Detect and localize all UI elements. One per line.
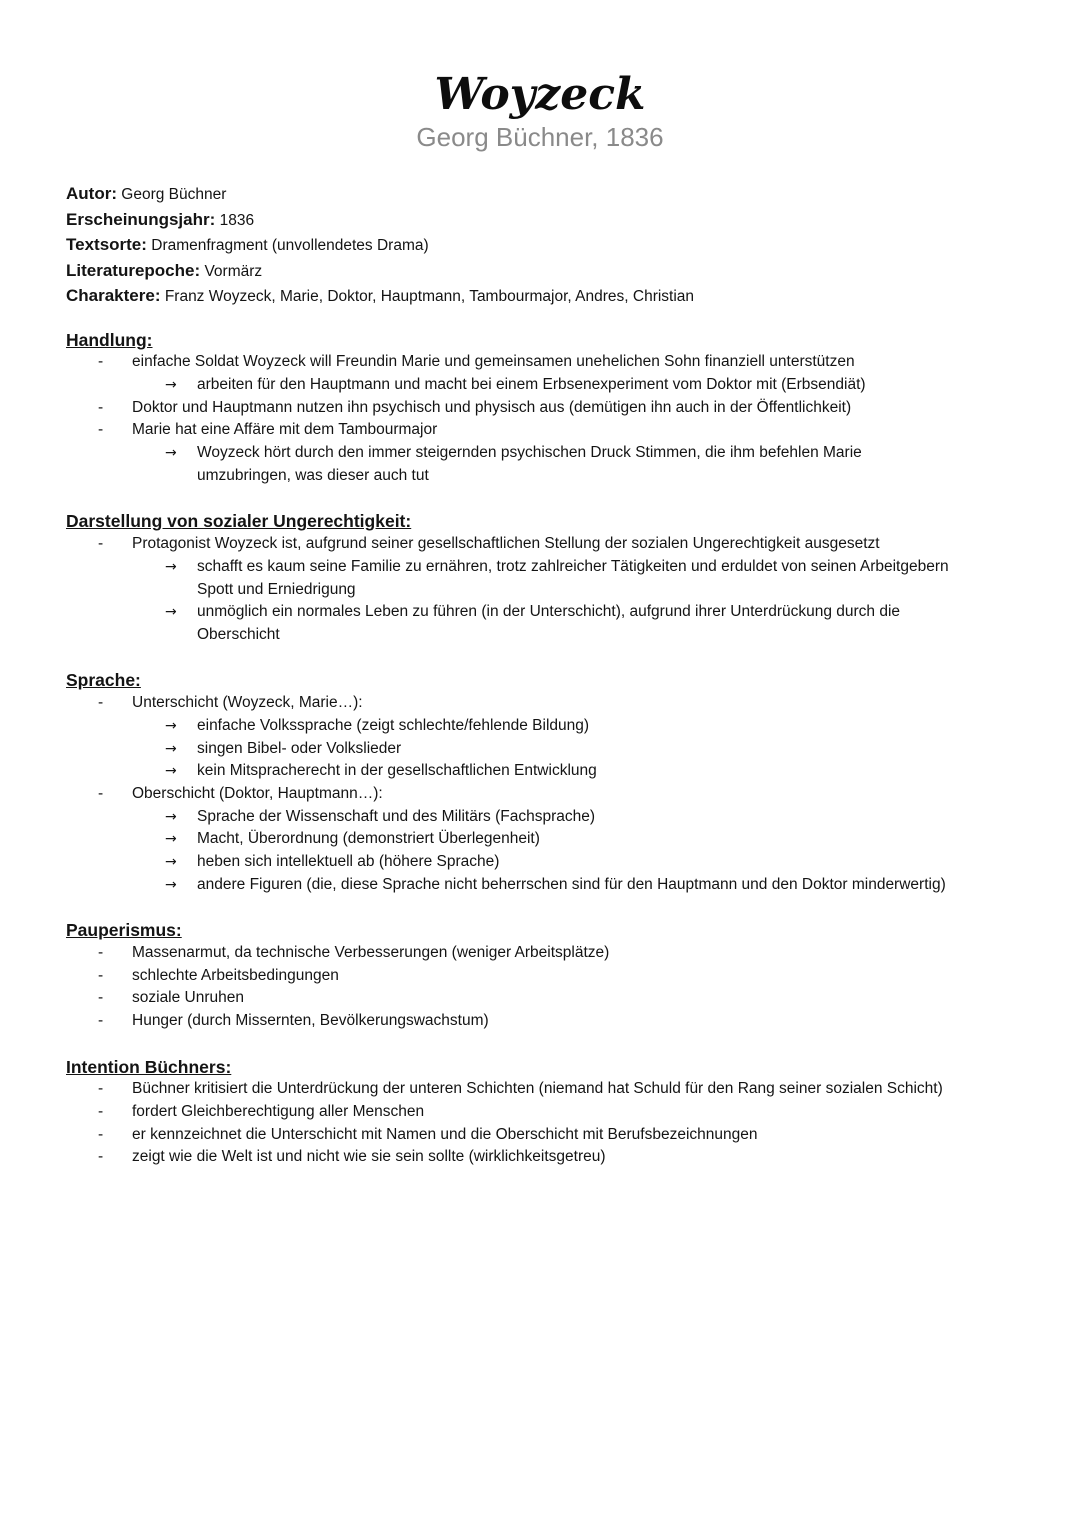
sub-item <box>66 715 1056 738</box>
sub-item <box>66 806 1056 829</box>
sub-item-line: → kein Mitspracherecht in der gesellschaftlichen Entwicklung <box>197 762 597 780</box>
sub-item-line: → arbeiten für den Hauptmann und macht bei einem Erbsenexperiment vom Doktor mit (Erbsendiät) <box>197 376 866 394</box>
sub-item <box>66 601 1056 646</box>
sub-item-line: → andere Figuren (die, diese Sprache nicht beherrschen sind für den Hauptmann und den Doktor minderwertig) <box>197 875 946 893</box>
info-value: Dramenfragment (unvollendetes Drama) <box>151 237 429 254</box>
sub-item-line: → singen Bibel- oder Volkslieder <box>197 739 402 757</box>
sub-item-line: umzubringen, was dieser auch tut <box>197 466 429 484</box>
page-title: Woyzeck <box>434 69 646 120</box>
sub-item <box>66 442 1056 487</box>
section-handlung <box>66 329 1056 488</box>
sub-item-line: → Macht, Überordnung (demonstriert Überlegenheit) <box>197 830 540 848</box>
sub-item <box>66 874 1056 897</box>
list-item <box>66 1146 1056 1169</box>
list-item <box>66 533 1056 647</box>
list-item <box>66 987 1056 1010</box>
list-item-text: - Protagonist Woyzeck ist, aufgrund seiner gesellschaftlichen Stellung der sozialen Ungerechtigkeit ausgesetzt <box>66 533 1056 556</box>
list-item <box>66 1124 1056 1147</box>
info-row-erscheinungsjahr <box>66 208 694 234</box>
list-item <box>66 965 1056 988</box>
list-item-text: - einfache Soldat Woyzeck will Freundin Marie und gemeinsamen unehelichen Sohn finanziell unterstützen <box>66 351 1056 374</box>
section-heading: Pauperismus: <box>66 920 182 941</box>
sub-item <box>66 556 1056 601</box>
list-item-text: - Doktor und Hauptmann nutzen ihn psychisch und physisch aus (demütigen ihn auch in der Öffentlichkeit) <box>66 397 1056 420</box>
info-row-literaturepoche <box>66 259 694 285</box>
sub-item-line: → Sprache der Wissenschaft und des Militärs (Fachsprache) <box>197 807 595 825</box>
info-label: Literaturepoche: <box>66 260 201 280</box>
section-pauperismus <box>66 919 1056 1033</box>
sub-item-line: → Woyzeck hört durch den immer steigernden psychischen Druck Stimmen, die ihm befehlen Marie <box>197 444 862 462</box>
content <box>66 329 1056 1170</box>
sub-item <box>66 738 1056 761</box>
info-value: Georg Büchner <box>121 186 227 203</box>
list-item <box>66 397 1056 420</box>
info-row-textsorte <box>66 233 694 259</box>
sub-item-line: Oberschicht <box>197 625 280 643</box>
list-item-text: - fordert Gleichberechtigung aller Menschen <box>66 1101 1056 1124</box>
sub-item-line: → unmöglich ein normales Leben zu führen (in der Unterschicht), aufgrund ihrer Unterdrückung durch die <box>197 603 901 621</box>
list-item-text: - Oberschicht (Doktor, Hauptmann…): <box>66 783 1056 806</box>
section-sprache <box>66 669 1056 896</box>
section-intention <box>66 1056 1056 1170</box>
list-item-text: - Büchner kritisiert die Unterdrückung der unteren Schichten (niemand hat Schuld für den Rang seiner sozialen Schicht) <box>66 1078 1056 1101</box>
section-ungerechtigkeit <box>66 510 1056 646</box>
info-block <box>66 182 694 310</box>
list-item-text: - zeigt wie die Welt ist und nicht wie sie sein sollte (wirklichkeitsgetreu) <box>66 1146 1056 1169</box>
list-item-text: - Unterschicht (Woyzeck, Marie…): <box>66 692 1056 715</box>
sub-item <box>66 828 1056 851</box>
info-label: Charaktere: <box>66 286 161 305</box>
info-value: Franz Woyzeck, Marie, Doktor, Hauptmann, Tambourmajor, Andres, Christian <box>164 288 695 305</box>
list-item <box>66 1101 1056 1124</box>
page-subtitle: Georg Büchner, 1836 <box>416 122 664 152</box>
list-item-text: - er kennzeichnet die Unterschicht mit Namen und die Oberschicht mit Berufsbezeichnungen <box>66 1124 1056 1147</box>
list-item <box>66 783 1056 897</box>
list-item <box>66 1010 1056 1033</box>
info-value: 1836 <box>219 211 255 229</box>
list-item-text: - soziale Unruhen <box>66 987 1056 1010</box>
sub-item-line: → einfache Volkssprache (zeigt schlechte/fehlende Bildung) <box>197 716 590 734</box>
sub-item <box>66 851 1056 874</box>
list-item-text: - Hunger (durch Missernten, Bevölkerungswachstum) <box>66 1010 1056 1033</box>
sub-item <box>66 374 1056 397</box>
sub-item <box>66 760 1056 783</box>
info-value: Vormärz <box>204 262 263 280</box>
sub-item-line: → schafft es kaum seine Familie zu ernähren, trotz zahlreicher Tätigkeiten und erduldet von seinen Arbeitgebern <box>197 557 949 575</box>
list-item <box>66 351 1056 396</box>
list-item <box>66 942 1056 965</box>
list-item <box>66 419 1056 487</box>
list-item <box>66 692 1056 783</box>
info-label: Erscheinungsjahr: <box>66 209 216 229</box>
info-row-autor <box>66 182 694 208</box>
section-heading: Sprache: <box>66 670 141 691</box>
list-item-text: - schlechte Arbeitsbedingungen <box>66 965 1056 988</box>
list-item <box>66 1078 1056 1101</box>
info-label: Autor: <box>66 184 117 203</box>
section-heading: Intention Büchners: <box>66 1056 232 1077</box>
list-item-text: - Massenarmut, da technische Verbesserungen (weniger Arbeitsplätze) <box>66 942 1056 965</box>
sub-item-line: → heben sich intellektuell ab (höhere Sprache) <box>197 853 500 871</box>
section-heading: Darstellung von sozialer Ungerechtigkeit: <box>66 511 412 532</box>
info-row-charaktere <box>66 284 694 310</box>
sub-item-line: Spott und Erniedrigung <box>197 580 356 598</box>
section-heading: Handlung: <box>66 329 153 350</box>
info-label: Textsorte: <box>66 235 147 254</box>
list-item-text: - Marie hat eine Affäre mit dem Tambourmajor <box>66 419 1056 442</box>
